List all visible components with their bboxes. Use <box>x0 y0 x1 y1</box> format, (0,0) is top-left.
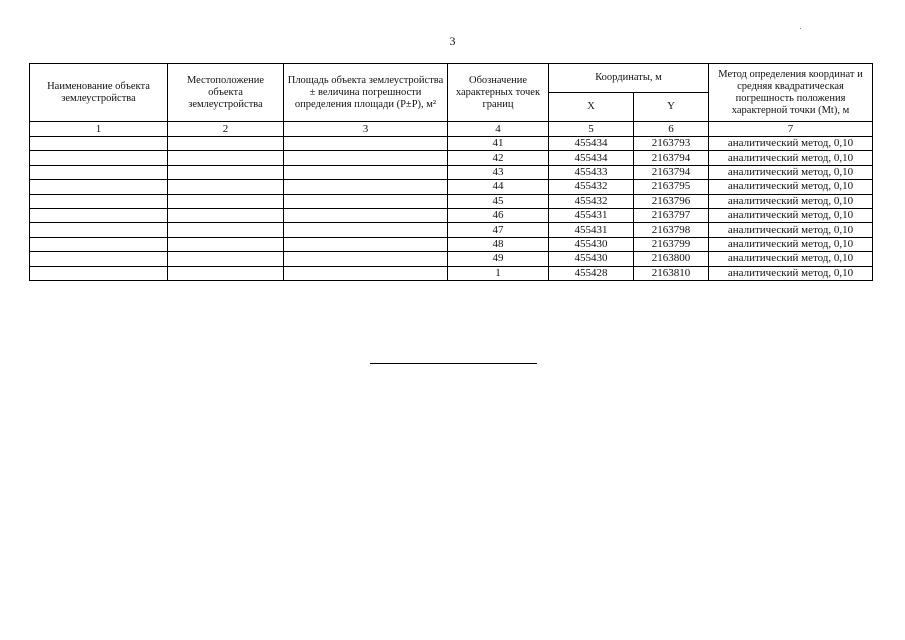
table-body <box>30 137 873 281</box>
column-number: 2 <box>168 122 284 137</box>
cell-method: аналитический метод, 0,10 <box>709 252 873 266</box>
header-method: Метод определения координат и средняя квадратическая погрешность положения характерной точки (Mt), м <box>709 64 873 122</box>
cell-y: 2163799 <box>634 237 709 251</box>
coordinates-table <box>29 63 873 281</box>
cell-y: 2163793 <box>634 137 709 151</box>
table-row <box>30 266 873 280</box>
cell-location <box>168 165 284 179</box>
cell-object-name <box>30 137 168 151</box>
cell-object-name <box>30 151 168 165</box>
table-row <box>30 180 873 194</box>
cell-point: 42 <box>448 151 549 165</box>
cell-method: аналитический метод, 0,10 <box>709 266 873 280</box>
cell-object-name <box>30 194 168 208</box>
cell-point: 47 <box>448 223 549 237</box>
cell-point: 45 <box>448 194 549 208</box>
table-row <box>30 208 873 222</box>
table-row <box>30 151 873 165</box>
cell-x: 455434 <box>549 137 634 151</box>
cell-area <box>284 223 448 237</box>
table-row <box>30 223 873 237</box>
end-divider-line <box>370 363 537 364</box>
cell-method: аналитический метод, 0,10 <box>709 223 873 237</box>
cell-area <box>284 208 448 222</box>
cell-area <box>284 180 448 194</box>
cell-y: 2163794 <box>634 165 709 179</box>
column-number: 4 <box>448 122 549 137</box>
cell-point: 48 <box>448 237 549 251</box>
cell-method: аналитический метод, 0,10 <box>709 151 873 165</box>
cell-location <box>168 194 284 208</box>
cell-y: 2163795 <box>634 180 709 194</box>
cell-method: аналитический метод, 0,10 <box>709 237 873 251</box>
cell-y: 2163798 <box>634 223 709 237</box>
column-number: 3 <box>284 122 448 137</box>
cell-point: 46 <box>448 208 549 222</box>
cell-location <box>168 223 284 237</box>
cell-object-name <box>30 208 168 222</box>
cell-method: аналитический метод, 0,10 <box>709 194 873 208</box>
column-number: 5 <box>549 122 634 137</box>
cell-object-name <box>30 180 168 194</box>
cell-y: 2163800 <box>634 252 709 266</box>
cell-location <box>168 180 284 194</box>
cell-area <box>284 151 448 165</box>
cell-location <box>168 208 284 222</box>
cell-x: 455430 <box>549 237 634 251</box>
cell-y: 2163794 <box>634 151 709 165</box>
header-row <box>30 64 873 93</box>
cell-method: аналитический метод, 0,10 <box>709 180 873 194</box>
cell-x: 455433 <box>549 165 634 179</box>
cell-area <box>284 266 448 280</box>
cell-object-name <box>30 237 168 251</box>
column-number-row <box>30 122 873 137</box>
cell-point: 43 <box>448 165 549 179</box>
table-row <box>30 137 873 151</box>
cell-method: аналитический метод, 0,10 <box>709 208 873 222</box>
column-number: 7 <box>709 122 873 137</box>
header-location: Местоположение объекта землеустройства <box>168 64 284 122</box>
cell-x: 455430 <box>549 252 634 266</box>
cell-object-name <box>30 223 168 237</box>
table-row <box>30 165 873 179</box>
cell-x: 455428 <box>549 266 634 280</box>
cell-x: 455432 <box>549 180 634 194</box>
cell-object-name <box>30 252 168 266</box>
cell-location <box>168 137 284 151</box>
cell-x: 455434 <box>549 151 634 165</box>
header-coordinates: Координаты, м <box>549 64 709 93</box>
cell-location <box>168 151 284 165</box>
cell-point: 49 <box>448 252 549 266</box>
cell-y: 2163810 <box>634 266 709 280</box>
cell-y: 2163797 <box>634 208 709 222</box>
header-area: Площадь объекта землеустройства ± величина погрешности определения площади (Р±Р), м² <box>284 64 448 122</box>
table-row <box>30 252 873 266</box>
cell-location <box>168 266 284 280</box>
cell-point: 1 <box>448 266 549 280</box>
cell-area <box>284 237 448 251</box>
cell-x: 455431 <box>549 208 634 222</box>
column-number: 1 <box>30 122 168 137</box>
cell-point: 41 <box>448 137 549 151</box>
cell-method: аналитический метод, 0,10 <box>709 137 873 151</box>
cell-location <box>168 237 284 251</box>
cell-object-name <box>30 266 168 280</box>
table-row <box>30 194 873 208</box>
cell-location <box>168 252 284 266</box>
cell-area <box>284 165 448 179</box>
cell-point: 44 <box>448 180 549 194</box>
cell-area <box>284 194 448 208</box>
header-y: Y <box>634 93 709 122</box>
cell-area <box>284 252 448 266</box>
scan-speck <box>800 28 801 29</box>
page-number: 3 <box>449 34 456 48</box>
cell-x: 455432 <box>549 194 634 208</box>
cell-object-name <box>30 165 168 179</box>
cell-x: 455431 <box>549 223 634 237</box>
header-x: X <box>549 93 634 122</box>
column-number: 6 <box>634 122 709 137</box>
cell-y: 2163796 <box>634 194 709 208</box>
header-object-name: Наименование объекта землеустройства <box>30 64 168 122</box>
cell-method: аналитический метод, 0,10 <box>709 165 873 179</box>
table-row <box>30 237 873 251</box>
cell-area <box>284 137 448 151</box>
header-boundary-points: Обозначение характерных точек границ <box>448 64 549 122</box>
